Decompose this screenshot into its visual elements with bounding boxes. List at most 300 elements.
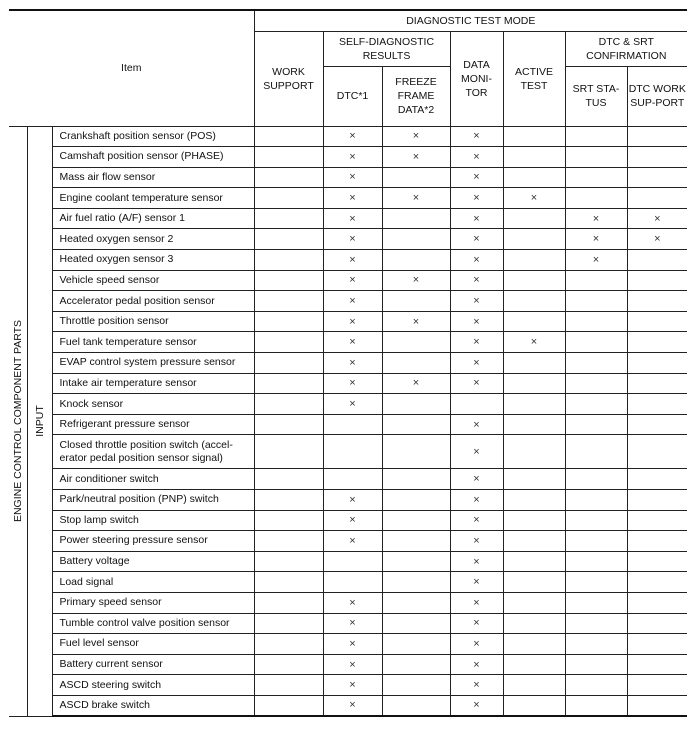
item-name-cell: Throttle position sensor (52, 311, 254, 332)
srt-status-cell (565, 510, 627, 531)
srt-status-cell (565, 394, 627, 415)
data-monitor-cell (450, 332, 503, 353)
freeze-frame-cell (382, 353, 450, 374)
table-row (9, 311, 687, 332)
dtc-cell (323, 490, 382, 511)
dtc-work-support-cell (627, 414, 687, 435)
table-row (9, 654, 687, 675)
dtc-work-support-cell (627, 208, 687, 229)
active-test-cell (503, 147, 565, 168)
check-mark: × (473, 192, 480, 205)
active-test-cell (503, 592, 565, 613)
dtc-cell (323, 414, 382, 435)
freeze-frame-cell (382, 270, 450, 291)
freeze-frame-cell (382, 373, 450, 394)
check-mark: × (654, 212, 661, 225)
active-test-cell (503, 188, 565, 209)
freeze-frame-cell (382, 167, 450, 188)
table-row (9, 188, 687, 209)
work-support-cell (254, 167, 323, 188)
srt-status-cell (565, 469, 627, 490)
check-mark: × (349, 233, 356, 246)
check-mark: × (592, 233, 600, 246)
check-mark: × (349, 534, 356, 547)
srt-status-cell (565, 229, 627, 250)
freeze-frame-cell (382, 229, 450, 250)
check-mark: × (412, 150, 420, 163)
group-label-cell (9, 126, 27, 716)
dtc-work-support-cell (627, 510, 687, 531)
srt-status-cell (565, 332, 627, 353)
dtc-cell (323, 675, 382, 696)
check-mark: × (349, 596, 356, 609)
check-mark: × (473, 576, 480, 589)
active-test-cell (503, 311, 565, 332)
item-name-cell: Accelerator pedal position sensor (52, 291, 254, 312)
data-monitor-cell (450, 435, 503, 469)
dtc-work-support-cell (627, 551, 687, 572)
work-support-cell (254, 634, 323, 655)
dtc-work-support-cell (627, 373, 687, 394)
freeze-frame-cell (382, 510, 450, 531)
data-monitor-cell (450, 250, 503, 271)
check-mark: × (592, 212, 600, 225)
dtc-cell (323, 291, 382, 312)
dtc-cell (323, 353, 382, 374)
dtc-work-support-cell (627, 311, 687, 332)
work-support-cell (254, 126, 323, 147)
item-name-cell: Primary speed sensor (52, 592, 254, 613)
check-mark: × (473, 274, 480, 287)
table-row (9, 531, 687, 552)
check-mark: × (530, 336, 538, 349)
item-name-cell: Stop lamp switch (52, 510, 254, 531)
check-mark: × (349, 130, 356, 143)
data-monitor-cell (450, 613, 503, 634)
active-test-cell (503, 414, 565, 435)
active-test-header: ACTIVE TEST (503, 31, 565, 126)
item-name-cell: Battery current sensor (52, 654, 254, 675)
dtc-cell (323, 147, 382, 168)
table-row (9, 435, 687, 469)
dtc-cell (323, 208, 382, 229)
active-test-cell (503, 490, 565, 511)
item-name-cell: Refrigerant pressure sensor (52, 414, 254, 435)
check-mark: × (473, 233, 480, 246)
srt-status-cell (565, 311, 627, 332)
item-name-cell: ASCD steering switch (52, 675, 254, 696)
table-row (9, 208, 687, 229)
item-header: Item (9, 10, 254, 126)
freeze-frame-cell (382, 188, 450, 209)
table-row (9, 291, 687, 312)
check-mark: × (473, 445, 480, 458)
srt-status-cell (565, 373, 627, 394)
freeze-frame-cell (382, 613, 450, 634)
work-support-cell (254, 229, 323, 250)
table-row (9, 490, 687, 511)
active-test-cell (503, 675, 565, 696)
active-test-cell (503, 332, 565, 353)
srt-status-cell (565, 572, 627, 593)
dtc-work-support-cell (627, 188, 687, 209)
check-mark: × (349, 679, 356, 692)
check-mark: × (412, 192, 420, 205)
work-support-cell (254, 270, 323, 291)
dtc-cell (323, 311, 382, 332)
dtc-cell (323, 695, 382, 716)
freeze-frame-cell (382, 414, 450, 435)
item-name-cell: Vehicle speed sensor (52, 270, 254, 291)
check-mark: × (473, 336, 480, 349)
dtc-cell (323, 469, 382, 490)
dtc-cell (323, 229, 382, 250)
active-test-cell (503, 695, 565, 716)
data-monitor-cell (450, 592, 503, 613)
dtc-work-support-cell (627, 675, 687, 696)
dtc-cell (323, 250, 382, 271)
active-test-cell (503, 250, 565, 271)
check-mark: × (473, 473, 480, 486)
work-support-cell (254, 531, 323, 552)
table-row (9, 634, 687, 655)
table-row (9, 250, 687, 271)
data-monitor-cell (450, 311, 503, 332)
srt-status-cell (565, 353, 627, 374)
check-mark: × (473, 315, 480, 328)
srt-status-cell (565, 167, 627, 188)
active-test-cell (503, 572, 565, 593)
table-row (9, 229, 687, 250)
data-monitor-cell (450, 490, 503, 511)
dtc-work-support-cell (627, 654, 687, 675)
dtc-cell (323, 572, 382, 593)
dtc-work-support-cell (627, 394, 687, 415)
item-name-cell: Air conditioner switch (52, 469, 254, 490)
check-mark: × (473, 514, 480, 527)
freeze-frame-header: FREEZE FRAME DATA*2 (382, 66, 450, 126)
data-monitor-cell (450, 531, 503, 552)
active-test-cell (503, 613, 565, 634)
work-support-cell (254, 373, 323, 394)
srt-status-cell (565, 126, 627, 147)
srt-status-cell (565, 435, 627, 469)
active-test-cell (503, 167, 565, 188)
dtc-cell (323, 531, 382, 552)
data-monitor-cell (450, 208, 503, 229)
table-row (9, 394, 687, 415)
work-support-cell (254, 188, 323, 209)
freeze-frame-cell (382, 208, 450, 229)
table-row (9, 414, 687, 435)
dtc-work-support-cell (627, 634, 687, 655)
dtc-cell (323, 126, 382, 147)
work-support-cell (254, 147, 323, 168)
check-mark: × (349, 212, 356, 225)
srt-status-cell (565, 414, 627, 435)
data-monitor-cell (450, 510, 503, 531)
work-support-header: WORK SUPPORT (254, 31, 323, 126)
data-monitor-cell (450, 572, 503, 593)
item-name-cell: Knock sensor (52, 394, 254, 415)
item-name-cell: Load signal (52, 572, 254, 593)
dtc-work-support-cell (627, 490, 687, 511)
check-mark: × (349, 336, 356, 349)
work-support-cell (254, 414, 323, 435)
work-support-cell (254, 208, 323, 229)
active-test-cell (503, 510, 565, 531)
table-row (9, 353, 687, 374)
item-name-cell: Camshaft position sensor (PHASE) (52, 147, 254, 168)
active-test-cell (503, 208, 565, 229)
active-test-cell (503, 654, 565, 675)
freeze-frame-cell (382, 469, 450, 490)
table-row (9, 551, 687, 572)
work-support-cell (254, 469, 323, 490)
active-test-cell (503, 126, 565, 147)
data-monitor-cell (450, 147, 503, 168)
work-support-cell (254, 572, 323, 593)
dtc-srt-confirmation-header: DTC & SRT CONFIRMATION (565, 31, 687, 66)
check-mark: × (473, 295, 480, 308)
check-mark: × (473, 699, 480, 712)
table-row (9, 695, 687, 716)
freeze-frame-cell (382, 250, 450, 271)
check-mark: × (473, 637, 480, 650)
srt-status-cell (565, 634, 627, 655)
freeze-frame-cell (382, 572, 450, 593)
table-row (9, 572, 687, 593)
item-name-cell: Heated oxygen sensor 2 (52, 229, 254, 250)
dtc-work-support-cell (627, 695, 687, 716)
item-name-cell: Mass air flow sensor (52, 167, 254, 188)
dtc-work-support-cell (627, 435, 687, 469)
freeze-frame-cell (382, 291, 450, 312)
dtc-cell (323, 167, 382, 188)
active-test-cell (503, 373, 565, 394)
data-monitor-cell (450, 270, 503, 291)
srt-status-cell (565, 490, 627, 511)
active-test-cell (503, 229, 565, 250)
dtc-cell (323, 188, 382, 209)
srt-status-cell (565, 551, 627, 572)
freeze-frame-cell (382, 126, 450, 147)
check-mark: × (473, 596, 480, 609)
check-mark: × (349, 637, 356, 650)
dtc-header: DTC*1 (323, 66, 382, 126)
check-mark: × (349, 493, 356, 506)
check-mark: × (592, 253, 600, 266)
data-monitor-cell (450, 469, 503, 490)
srt-status-cell (565, 531, 627, 552)
dtc-work-support-cell (627, 572, 687, 593)
active-test-cell (503, 469, 565, 490)
work-support-cell (254, 592, 323, 613)
table-row (9, 675, 687, 696)
table-row (9, 270, 687, 291)
dtc-work-support-cell (627, 229, 687, 250)
data-monitor-cell (450, 634, 503, 655)
table-row (9, 510, 687, 531)
freeze-frame-cell (382, 490, 450, 511)
check-mark: × (412, 274, 420, 287)
item-name-cell: Fuel level sensor (52, 634, 254, 655)
dtc-cell (323, 613, 382, 634)
check-mark: × (473, 171, 480, 184)
table-row (9, 126, 687, 147)
check-mark: × (473, 555, 480, 568)
check-mark: × (473, 658, 480, 671)
srt-status-cell (565, 675, 627, 696)
active-test-cell (503, 435, 565, 469)
freeze-frame-cell (382, 332, 450, 353)
dtc-work-support-cell (627, 613, 687, 634)
work-support-cell (254, 490, 323, 511)
check-mark: × (349, 171, 356, 184)
check-mark: × (349, 295, 356, 308)
data-monitor-cell (450, 373, 503, 394)
srt-status-cell (565, 270, 627, 291)
work-support-cell (254, 551, 323, 572)
check-mark: × (473, 679, 480, 692)
table-row (9, 147, 687, 168)
freeze-frame-cell (382, 311, 450, 332)
diagnostic-test-mode-header: DIAGNOSTIC TEST MODE (254, 10, 687, 31)
work-support-cell (254, 332, 323, 353)
freeze-frame-cell (382, 592, 450, 613)
freeze-frame-cell (382, 147, 450, 168)
srt-status-cell (565, 654, 627, 675)
item-name-cell: Closed throttle position switch (accel-erator pedal position sensor signal) (52, 435, 254, 469)
check-mark: × (349, 150, 356, 163)
data-monitor-header: DATA MONI-TOR (450, 31, 503, 126)
check-mark: × (349, 398, 356, 411)
diagnostic-test-mode-table (9, 9, 687, 717)
table-row (9, 613, 687, 634)
data-monitor-cell (450, 229, 503, 250)
check-mark: × (473, 212, 480, 225)
dtc-cell (323, 373, 382, 394)
active-test-cell (503, 291, 565, 312)
dtc-work-support-cell (627, 332, 687, 353)
check-mark: × (349, 699, 356, 712)
freeze-frame-cell (382, 675, 450, 696)
check-mark: × (473, 493, 480, 506)
item-name-cell: Air fuel ratio (A/F) sensor 1 (52, 208, 254, 229)
dtc-work-support-cell (627, 531, 687, 552)
check-mark: × (412, 130, 420, 143)
data-monitor-cell (450, 291, 503, 312)
work-support-cell (254, 394, 323, 415)
freeze-frame-cell (382, 695, 450, 716)
dtc-work-support-cell (627, 291, 687, 312)
freeze-frame-cell (382, 551, 450, 572)
dtc-work-support-cell (627, 147, 687, 168)
dtc-cell (323, 551, 382, 572)
freeze-frame-cell (382, 531, 450, 552)
srt-status-cell (565, 613, 627, 634)
dtc-cell (323, 592, 382, 613)
work-support-cell (254, 510, 323, 531)
table-row (9, 592, 687, 613)
srt-status-cell (565, 695, 627, 716)
dtc-work-support-cell (627, 126, 687, 147)
work-support-cell (254, 675, 323, 696)
active-test-cell (503, 270, 565, 291)
dtc-cell (323, 510, 382, 531)
work-support-cell (254, 353, 323, 374)
dtc-work-support-cell (627, 353, 687, 374)
data-monitor-cell (450, 394, 503, 415)
dtc-work-support-cell (627, 469, 687, 490)
table-row (9, 332, 687, 353)
check-mark: × (530, 192, 538, 205)
dtc-cell (323, 270, 382, 291)
item-name-cell: Crankshaft position sensor (POS) (52, 126, 254, 147)
data-monitor-cell (450, 675, 503, 696)
check-mark: × (473, 130, 480, 143)
check-mark: × (473, 534, 480, 547)
srt-status-cell (565, 291, 627, 312)
item-name-cell: Heated oxygen sensor 3 (52, 250, 254, 271)
active-test-cell (503, 394, 565, 415)
check-mark: × (473, 356, 480, 369)
freeze-frame-cell (382, 435, 450, 469)
data-monitor-cell (450, 167, 503, 188)
check-mark: × (654, 233, 661, 246)
item-name-cell: Battery voltage (52, 551, 254, 572)
freeze-frame-cell (382, 394, 450, 415)
subgroup-label: INPUT (33, 405, 46, 437)
freeze-frame-cell (382, 654, 450, 675)
check-mark: × (473, 617, 480, 630)
check-mark: × (473, 377, 480, 390)
active-test-cell (503, 634, 565, 655)
check-mark: × (473, 150, 480, 163)
check-mark: × (473, 418, 480, 431)
work-support-cell (254, 695, 323, 716)
check-mark: × (349, 658, 356, 671)
item-name-cell: Intake air temperature sensor (52, 373, 254, 394)
check-mark: × (349, 192, 356, 205)
dtc-cell (323, 634, 382, 655)
item-name-cell: Park/neutral position (PNP) switch (52, 490, 254, 511)
data-monitor-cell (450, 695, 503, 716)
check-mark: × (349, 315, 356, 328)
srt-status-cell (565, 592, 627, 613)
dtc-work-support-cell (627, 592, 687, 613)
item-name-cell: Engine coolant temperature sensor (52, 188, 254, 209)
data-monitor-cell (450, 551, 503, 572)
self-diagnostic-results-header: SELF-DIAGNOSTIC RESULTS (323, 31, 450, 66)
data-monitor-cell (450, 126, 503, 147)
work-support-cell (254, 654, 323, 675)
work-support-cell (254, 613, 323, 634)
srt-status-cell (565, 208, 627, 229)
srt-status-cell (565, 147, 627, 168)
dtc-cell (323, 435, 382, 469)
check-mark: × (349, 274, 356, 287)
item-name-cell: Power steering pressure sensor (52, 531, 254, 552)
subgroup-label-cell (27, 126, 52, 716)
item-name-cell: Tumble control valve position sensor (52, 613, 254, 634)
diagnostic-table-sheet (9, 9, 687, 719)
check-mark: × (349, 514, 356, 527)
srt-status-cell (565, 188, 627, 209)
check-mark: × (349, 253, 356, 266)
check-mark: × (349, 617, 356, 630)
work-support-cell (254, 435, 323, 469)
